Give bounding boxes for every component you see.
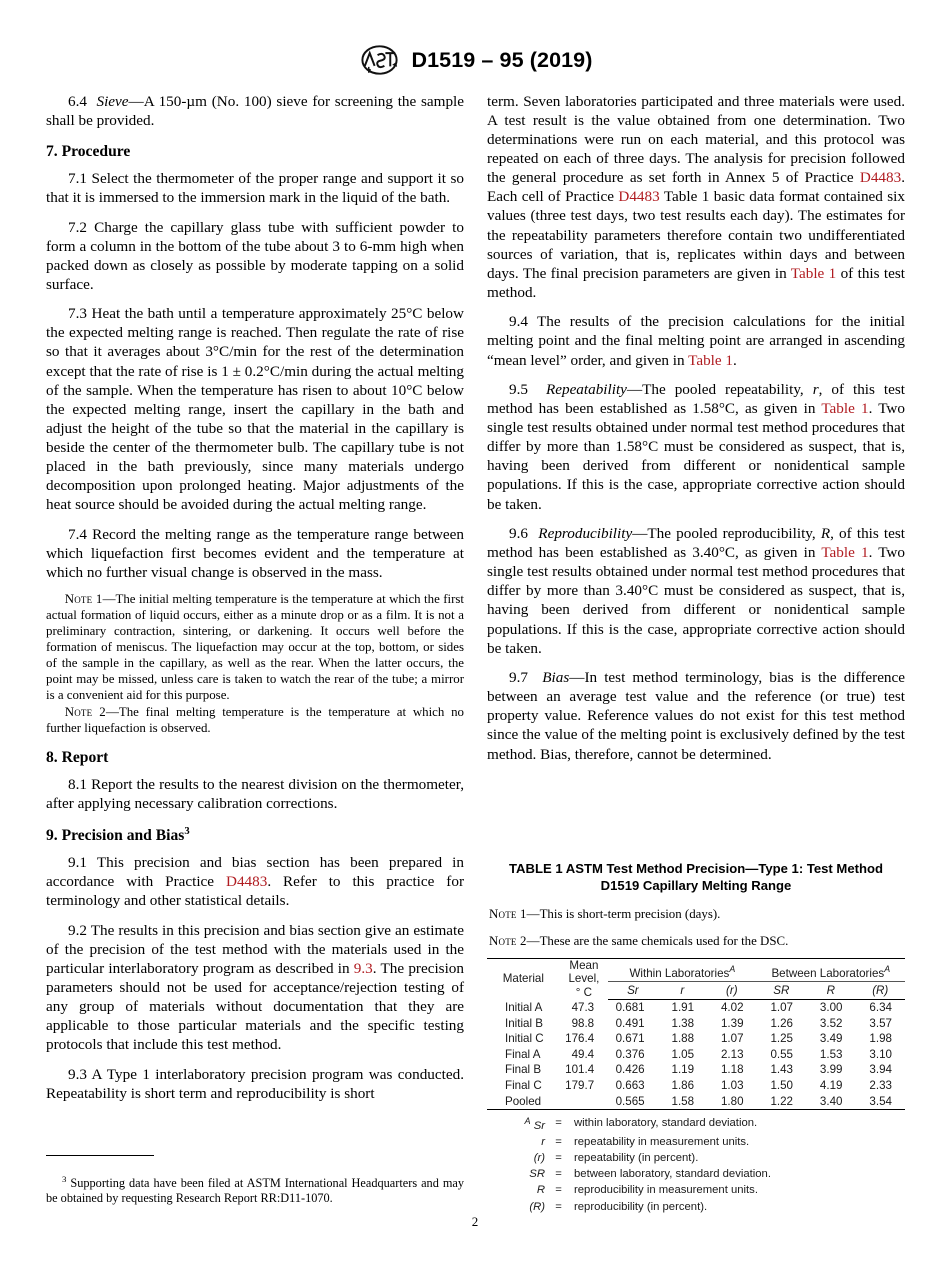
cell-sR: 1.22 bbox=[770, 1094, 794, 1108]
table-note-1 bbox=[487, 906, 905, 922]
paragraph-9-5 bbox=[487, 380, 905, 514]
term-bias: Bias bbox=[542, 669, 570, 687]
para-number: 9.7 bbox=[509, 669, 529, 687]
cell-R-pct: 3.94 bbox=[869, 1063, 892, 1077]
cell-sR: 1.50 bbox=[770, 1078, 794, 1092]
table-footnotes bbox=[487, 1115, 905, 1215]
paragraph-7-1: 7.1 Select the thermometer of the proper range and support it so that it is immersed to the immersion mark in the liquid of the bath. bbox=[46, 169, 464, 206]
cell-sr: 0.663 bbox=[615, 1078, 645, 1092]
footnote-definition: reproducibility in measurement units. bbox=[574, 1184, 758, 1197]
paragraph-9-2 bbox=[46, 921, 464, 1055]
cell-material: Final A bbox=[505, 1047, 541, 1061]
cell-mean: 176.4 bbox=[565, 1032, 595, 1046]
xref-d4483-1[interactable]: D4483 bbox=[859, 169, 902, 187]
footnote-definition: repeatability (in percent). bbox=[574, 1152, 699, 1165]
cell-material: Initial C bbox=[505, 1032, 544, 1046]
cell-r: 1.91 bbox=[671, 1001, 695, 1015]
precision-table bbox=[487, 958, 905, 1110]
xref-table-1[interactable]: Table 1 bbox=[688, 351, 734, 369]
table-row bbox=[487, 1094, 905, 1110]
para-text-a: 9.2 The results in this precision and bias section give an estimate of the precision of the test method with the materials used in the particular interlaboratory program as described in bbox=[46, 921, 464, 978]
footnote-equals: = bbox=[555, 1135, 562, 1148]
header-footnote-mark: A bbox=[729, 964, 736, 975]
footnote-symbol: (r) bbox=[533, 1152, 545, 1165]
para-text-a: 9.4 The results of the precision calculations for the initial melting point and the final melting point are arranged in ascending “mean level” order, and given in bbox=[487, 313, 905, 369]
cell-mean: 179.7 bbox=[565, 1078, 595, 1092]
cell-r-pct: 1.39 bbox=[720, 1016, 744, 1030]
cell-r: 1.88 bbox=[671, 1032, 695, 1046]
page-number: 2 bbox=[471, 1214, 479, 1229]
header-sr: Sr bbox=[608, 981, 657, 1000]
cell-r-pct: 1.18 bbox=[720, 1063, 744, 1077]
footnote-equals: = bbox=[555, 1152, 562, 1165]
cell-R-pct: 6.34 bbox=[869, 1001, 892, 1015]
xref-section-9-3[interactable]: 9.3 bbox=[353, 960, 373, 978]
footnote-equals: = bbox=[555, 1200, 562, 1213]
footnote-equals: = bbox=[555, 1184, 562, 1197]
footnote-symbol: R bbox=[536, 1184, 545, 1197]
term-reproducibility: Reproducibility bbox=[538, 525, 633, 543]
heading-9-precision-and-bias bbox=[46, 826, 464, 846]
footnote-equals: = bbox=[555, 1168, 562, 1181]
table-footnote-row bbox=[487, 1166, 905, 1182]
para-text-b: . The precision parameters should not be used for acceptance/rejection testing of any group of materials without documentation that they are applicable to those particular materials and the specific testing protocols that include this test method. bbox=[46, 960, 464, 1054]
table-row bbox=[487, 1047, 905, 1063]
para-text-b: . Each cell of Practice bbox=[487, 169, 905, 206]
table-footnote-row bbox=[487, 1199, 905, 1215]
header-material: Material bbox=[502, 972, 544, 986]
note-label: Note 2 bbox=[64, 705, 106, 720]
cell-r: 1.05 bbox=[671, 1047, 695, 1061]
cell-R: 1.53 bbox=[819, 1047, 843, 1061]
footnote-separator-rule bbox=[46, 1155, 154, 1156]
table-bottom-rule bbox=[487, 1110, 905, 1111]
note-label: Note 1 bbox=[64, 591, 103, 606]
cell-R-pct: 1.98 bbox=[869, 1032, 892, 1046]
cell-R: 3.52 bbox=[819, 1016, 843, 1030]
note-text: —The initial melting temperature is the temperature at which the first actual formation of liquid occurs, either as a minute drop or as a film. It is not a preliminary contraction, sintering, or darkening. It occurs well before the formation of meniscus. The liquefaction may occur at the top, bottom, or sides of the sample in the capillary, as well as the rear. When the latter occurs, the point may be missed, unless care is taken to watch the rear of the tube; a mirror is a convenient aid for this purpose. bbox=[46, 591, 464, 703]
header-between-text: Between Laboratories bbox=[771, 967, 885, 981]
table-row bbox=[487, 1016, 905, 1032]
heading-8-report: 8. Report bbox=[46, 749, 109, 767]
header-between-laboratories bbox=[757, 959, 905, 982]
cell-R-pct: 3.10 bbox=[869, 1047, 892, 1061]
table-row bbox=[487, 1000, 905, 1016]
cell-R: 4.19 bbox=[819, 1078, 843, 1092]
cell-material: Initial B bbox=[505, 1016, 544, 1030]
cell-mean: 49.4 bbox=[571, 1047, 595, 1061]
cell-R: 3.49 bbox=[819, 1032, 843, 1046]
para-number: 9.6 bbox=[509, 525, 529, 543]
cell-R-pct: 3.57 bbox=[869, 1016, 892, 1030]
cell-material: Final B bbox=[505, 1063, 542, 1077]
paragraph-7-2: 7.2 Charge the capillary glass tube with sufficient powder to form a column in the bottom of the tube about 3 to 6-mm high when packed down as closely as possible by moderate tapping on a solid surface. bbox=[46, 218, 464, 293]
para-text-b: , of this test method has been established as 1.58°C, as given in bbox=[487, 381, 905, 418]
para-text-a: —The pooled repeatability, bbox=[626, 381, 813, 399]
para-text-c: Table 1 basic data format contained six values (three test days, two test results each day). The estimates for the repeatability parameters therefore contain two undifferentiated sources of variation, that is, replicates within days and between days. The final precision parameters are given in bbox=[487, 188, 905, 282]
table-footnote-row bbox=[487, 1134, 905, 1150]
table-row bbox=[487, 1078, 905, 1094]
xref-d4483[interactable]: D4483 bbox=[225, 873, 268, 891]
para-text-c: . Two single test results obtained under normal test method procedures that differ by more than 1.58°C must be considered as suspect, that is, having been derived from different or nonidentical sample populations. If this is the case, appropriate corrective action should be taken. bbox=[487, 400, 905, 513]
header-within-laboratories bbox=[608, 959, 756, 982]
header-within-text: Within Laboratories bbox=[629, 967, 730, 981]
cell-r: 1.58 bbox=[671, 1094, 695, 1108]
footnote-number: 3 bbox=[61, 1174, 67, 1184]
footnote-definition: reproducibility (in percent). bbox=[574, 1200, 708, 1213]
cell-sr: 0.681 bbox=[615, 1001, 645, 1015]
header-r-pct: (r) bbox=[707, 981, 756, 1000]
header-R-pct: (R) bbox=[855, 981, 905, 1000]
paragraph-7-3: 7.3 Heat the bath until a temperature approximately 25°C below the expected melting range is reached. Then regulate the rate of rise so that it averages about 3°C/min for the rest of the determination except that the rate of rise is 1 ± 0.2°C/min during the actual melting of the sample. When the temperature has risen to about 10°C below the expected melting range, insert the capillary in the bath and adjust the height of the tube so that the material in the capillary is beside the center of the thermometer bulb. The capillary tube is not placed in the bath previously, since many materials undergo decomposition upon prolonged heating. Major adjustments of the heat source should be avoided during the actual melting range. bbox=[46, 305, 464, 514]
table-footnote-row bbox=[487, 1115, 905, 1134]
paragraph-9-3: 9.3 A Type 1 interlaboratory precision program was conducted. Repeatability is short term and reproducibility is short bbox=[46, 1066, 464, 1103]
symbol-text: Sr bbox=[533, 1119, 545, 1132]
paragraph-8-1: 8.1 Report the results to the nearest division on the thermometer, after applying necessary calibration corrections. bbox=[46, 776, 464, 813]
para-text-a: 9.1 This precision and bias section has been prepared in accordance with Practice bbox=[46, 854, 464, 891]
cell-mean bbox=[560, 1094, 608, 1110]
para-text-b: , of this test method has been established as 3.40°C, as given in bbox=[487, 525, 906, 562]
para-text-b: . bbox=[733, 351, 737, 369]
cell-sR: 1.43 bbox=[770, 1063, 794, 1077]
table-title bbox=[497, 860, 895, 895]
heading-7-procedure: 7. Procedure bbox=[46, 143, 131, 161]
symbol-r: r bbox=[812, 381, 819, 399]
paragraph-6-4 bbox=[46, 92, 464, 130]
note-text: —These are the same chemicals used for the DSC. bbox=[526, 933, 789, 948]
cell-mean: 47.3 bbox=[571, 1001, 595, 1015]
cell-r-pct: 2.13 bbox=[720, 1047, 744, 1061]
cell-r-pct: 4.02 bbox=[720, 1001, 744, 1015]
para-text-c: . Two single test results obtained under normal test method procedures that differ by more than 3.40°C must be considered as suspect, that is, having been derived from different or nonidentical sample populations. If this is the case, appropriate corrective action should be taken. bbox=[487, 544, 905, 657]
footnote-mark: A bbox=[524, 1116, 531, 1127]
footnote-symbol bbox=[487, 1115, 552, 1134]
cell-sr: 0.565 bbox=[615, 1094, 645, 1108]
table-footnote-row bbox=[487, 1182, 905, 1198]
cell-R: 3.99 bbox=[819, 1063, 843, 1077]
term-sieve: Sieve bbox=[96, 93, 129, 110]
cell-mean: 101.4 bbox=[565, 1063, 595, 1077]
heading-text: 9. Precision and Bias bbox=[46, 827, 185, 845]
cell-R-pct: 2.33 bbox=[869, 1078, 892, 1092]
cell-r-pct: 1.03 bbox=[720, 1078, 744, 1092]
cell-R-pct: 3.54 bbox=[869, 1094, 892, 1108]
para-text: —In test method terminology, bias is the difference between an average test value and the reference (or true) test property value. Reference values do not exist for this test method since the value of the melting point is exclusively defined by the test method. Bias, therefore, cannot be determined. bbox=[487, 669, 906, 763]
cell-mean: 98.8 bbox=[571, 1016, 595, 1030]
cell-sR: 0.55 bbox=[770, 1047, 794, 1061]
footnote-symbol: r bbox=[541, 1135, 545, 1148]
table-row bbox=[487, 1062, 905, 1078]
note-label: Note 2 bbox=[489, 933, 527, 948]
paragraph-9-4 bbox=[487, 312, 905, 369]
page-footnote-3 bbox=[46, 1174, 464, 1207]
cell-sR: 1.26 bbox=[770, 1016, 794, 1030]
header-mean-line2: Level, bbox=[568, 972, 600, 986]
header-mean-level bbox=[560, 959, 608, 1000]
para-text-d: of this test method. bbox=[487, 264, 905, 301]
header-mean-line1: Mean bbox=[569, 958, 599, 972]
astm-logo-icon bbox=[358, 44, 402, 76]
footnote-symbol: SR bbox=[529, 1168, 545, 1181]
para-text-a: term. Seven laboratories participated and three materials were used. A test result is the value obtained from one determination. Two determinations were run on each material, and this protocol was repeated on each of three days. The analysis for precision followed the general procedure as set forth in Annex 5 of Practice bbox=[487, 93, 905, 187]
footnote-text: Supporting data have been filed at ASTM International Headquarters and may be obtained by requesting Research Report RR:D11-1070. bbox=[46, 1176, 464, 1206]
footnote-symbol: (R) bbox=[529, 1200, 545, 1213]
header-sR: SR bbox=[757, 981, 806, 1000]
cell-material: Pooled bbox=[505, 1094, 542, 1108]
table-footnote-row bbox=[487, 1150, 905, 1166]
para-number: 6.4 bbox=[68, 93, 88, 110]
xref-table-1[interactable]: Table 1 bbox=[821, 544, 869, 562]
table-row bbox=[487, 1031, 905, 1047]
table-1-container bbox=[487, 860, 905, 1215]
para-text: —A 150-µm (No. 100) sieve for screening the sample shall be provided. bbox=[46, 93, 465, 130]
cell-material: Initial A bbox=[505, 1001, 543, 1015]
paragraph-9-3-continued bbox=[487, 92, 905, 302]
footnote-equals: = bbox=[555, 1117, 562, 1130]
note-text: —The final melting temperature is the temperature at which no further liquefaction is observed. bbox=[46, 705, 465, 736]
header-mean-line3: ° C bbox=[575, 986, 593, 1000]
cell-R: 3.40 bbox=[819, 1094, 843, 1108]
cell-r-pct: 1.80 bbox=[720, 1094, 744, 1108]
xref-table-1[interactable]: Table 1 bbox=[790, 264, 837, 282]
symbol-R: R bbox=[820, 525, 831, 543]
table-title-line-2: D1519 Capillary Melting Range bbox=[600, 878, 792, 894]
cell-sr: 0.671 bbox=[615, 1032, 645, 1046]
note-text: —This is short-term precision (days). bbox=[526, 906, 721, 921]
cell-r: 1.19 bbox=[671, 1063, 695, 1077]
cell-sr: 0.491 bbox=[615, 1016, 645, 1030]
paragraph-9-6 bbox=[487, 524, 905, 658]
cell-sR: 1.07 bbox=[770, 1001, 794, 1015]
note-label: Note 1 bbox=[489, 906, 527, 921]
footnote-marker: 3 bbox=[184, 826, 190, 838]
left-column bbox=[46, 92, 464, 1103]
footnote-definition: repeatability in measurement units. bbox=[574, 1135, 750, 1148]
cell-sR: 1.25 bbox=[770, 1032, 794, 1046]
cell-sr: 0.376 bbox=[615, 1047, 645, 1061]
table-note-2 bbox=[487, 933, 905, 949]
header-footnote-mark: A bbox=[884, 964, 891, 975]
standard-designation: D1519 – 95 (2019) bbox=[411, 47, 593, 72]
xref-table-1[interactable]: Table 1 bbox=[821, 400, 869, 418]
header-r: r bbox=[658, 981, 707, 1000]
cell-sr: 0.426 bbox=[615, 1063, 645, 1077]
paragraph-7-4: 7.4 Record the melting range as the temperature range between which liquefaction first becomes evident and the temperature at which no further visual change is observed in the mass. bbox=[46, 525, 464, 581]
table-header-row-group bbox=[487, 959, 905, 982]
note-1 bbox=[46, 591, 464, 703]
xref-d4483-2[interactable]: D4483 bbox=[618, 188, 660, 206]
footnote-definition: between laboratory, standard deviation. bbox=[574, 1168, 771, 1181]
cell-r: 1.38 bbox=[671, 1016, 695, 1030]
cell-r-pct: 1.07 bbox=[720, 1032, 744, 1046]
note-2 bbox=[46, 704, 464, 736]
para-text-a: —The pooled reproducibility, bbox=[632, 525, 821, 543]
paragraph-9-1 bbox=[46, 853, 464, 910]
paragraph-9-7 bbox=[487, 668, 905, 763]
header-R: R bbox=[806, 981, 855, 1000]
para-text-b: . Refer to this practice for terminology and other statistical details. bbox=[46, 873, 465, 910]
table-title-line-1: TABLE 1 ASTM Test Method Precision—Type 1: Test Method bbox=[509, 861, 883, 876]
footnote-definition: within laboratory, standard deviation. bbox=[574, 1117, 758, 1130]
cell-r: 1.86 bbox=[671, 1078, 695, 1092]
para-number: 9.5 bbox=[509, 381, 529, 399]
cell-R: 3.00 bbox=[819, 1001, 843, 1015]
page-header bbox=[0, 44, 950, 76]
cell-material: Final C bbox=[505, 1078, 542, 1092]
right-column bbox=[487, 92, 905, 764]
term-repeatability: Repeatability bbox=[545, 381, 627, 399]
